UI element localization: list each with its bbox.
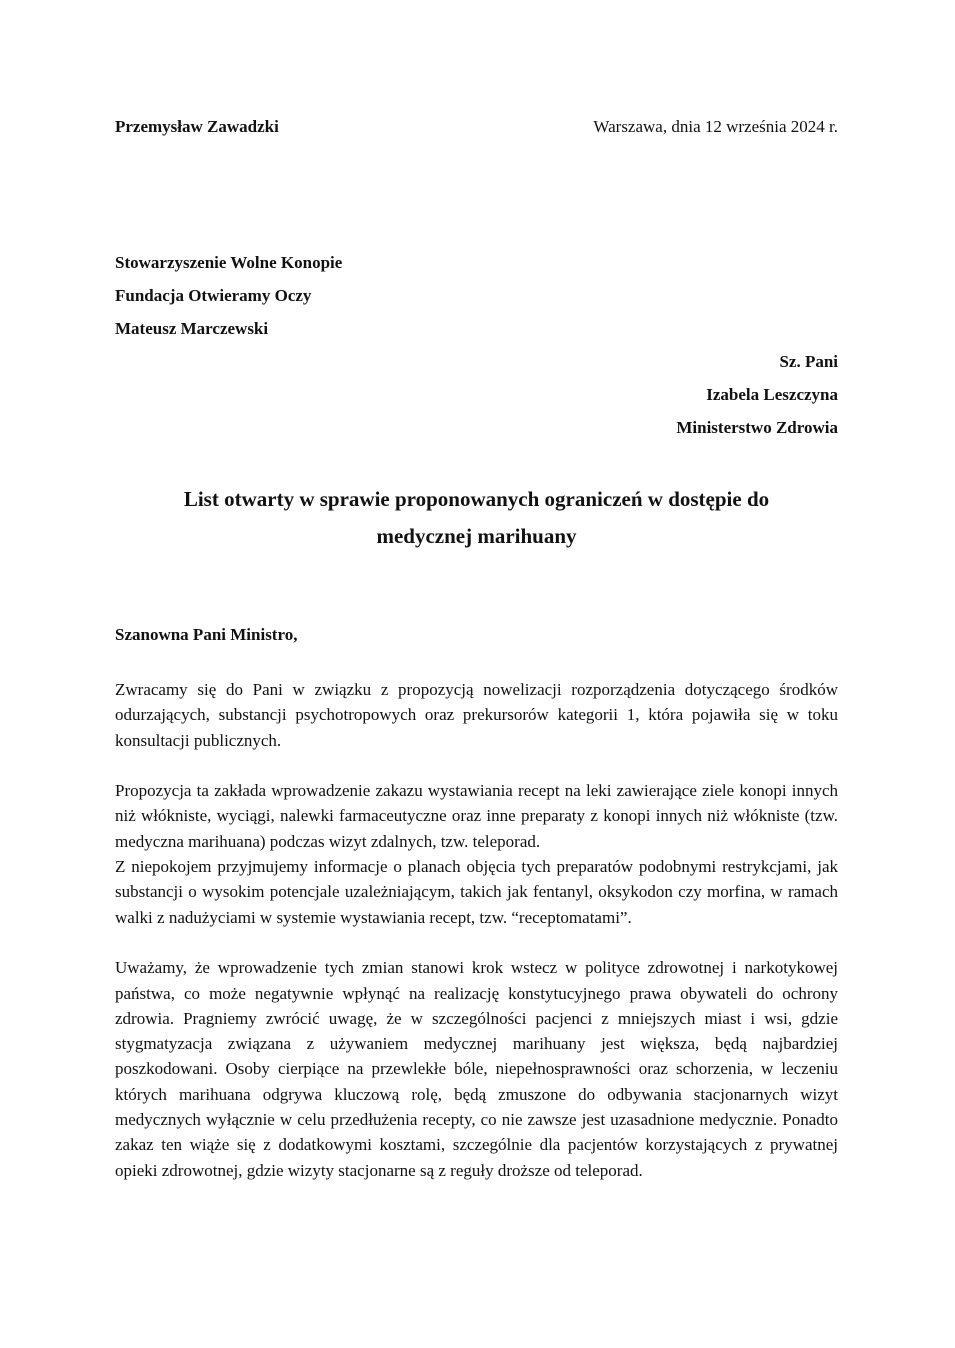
letter-header: [115, 114, 838, 139]
body-paragraph: Zwracamy się do Pani w związku z propozycją nowelizacji rozporządzenia dotyczącego środków odurzających, substancji psychotropowych oraz prekursorów kategorii 1, która pojawiła się w toku konsultacji publicznych.: [115, 680, 838, 750]
addressee-block: [115, 345, 838, 444]
sender-organization: Fundacja Otwieramy Oczy: [115, 286, 312, 305]
sender-name: Przemysław Zawadzki: [115, 117, 279, 136]
letter-title-line: medycznej marihuany: [376, 524, 577, 548]
body-paragraph: Propozycja ta zakłada wprowadzenie zakazu wystawiania recept na leki zawierające ziele konopi innych niż włókniste, wyciągi, nalewki farmaceutyczne oraz inne preparaty z konopi innych niż włókniste (tzw. medyczna marihuana) podczas wizyt zdalnych, tzw. teleporad.: [115, 781, 838, 851]
salutation: Szanowna Pani Ministro,: [115, 625, 298, 644]
addressee-name: Izabela Leszczyna: [706, 385, 838, 404]
sender-organization: Stowarzyszenie Wolne Konopie: [115, 253, 343, 272]
senders-block: [115, 246, 342, 345]
letter-title-line: List otwarty w sprawie proponowanych ograniczeń w dostępie do: [183, 487, 770, 511]
body-paragraph: Uważamy, że wprowadzenie tych zmian stanowi krok wstecz w polityce zdrowotnej i narkotykowej państwa, co może negatywnie wpłynąć na realizację konstytucyjnego prawa obywateli do ochrony zdrowia. Pragniemy zwrócić uwagę, że w szczególności pacjenci z mniejszych miast i wsi, gdzie stygmatyzacja związana z używaniem medycznej marihuany jest większa, będą najbardziej poszkodowani. Osoby cierpiące na przewlekłe bóle, niepełnosprawności oraz schorzenia, w leczeniu których marihuana odgrywa kluczową rolę, będą zmuszone do odbywania stacjonarnych wizyt medycznych wyłącznie w celu przedłużenia recepty, co nie zawsze jest uzasadnione medycznie. Ponadto zakaz ten wiąże się z dodatkowymi kosztami, szczególnie dla pacjentów korzystających z prywatnej opieki zdrowotnej, gdzie wizyty stacjonarne są z reguły droższe od teleporad.: [115, 958, 838, 1180]
addressee-honorific: Sz. Pani: [779, 352, 838, 371]
sender-person: Mateusz Marczewski: [115, 319, 269, 338]
body-paragraph: Z niepokojem przyjmujemy informacje o planach objęcia tych preparatów podobnymi restrykcjami, jak substancji o wysokim potencjale uzależniającym, takich jak fentanyl, oksykodon czy morfina, w ramach walki z nadużyciami w systemie wystawiania recept, tzw. “receptomatami”.: [115, 857, 838, 927]
letter-title: [115, 481, 838, 555]
letter-body: [115, 677, 838, 1208]
addressee-institution: Ministerstwo Zdrowia: [676, 418, 838, 437]
place-and-date: Warszawa, dnia 12 września 2024 r.: [593, 117, 838, 136]
